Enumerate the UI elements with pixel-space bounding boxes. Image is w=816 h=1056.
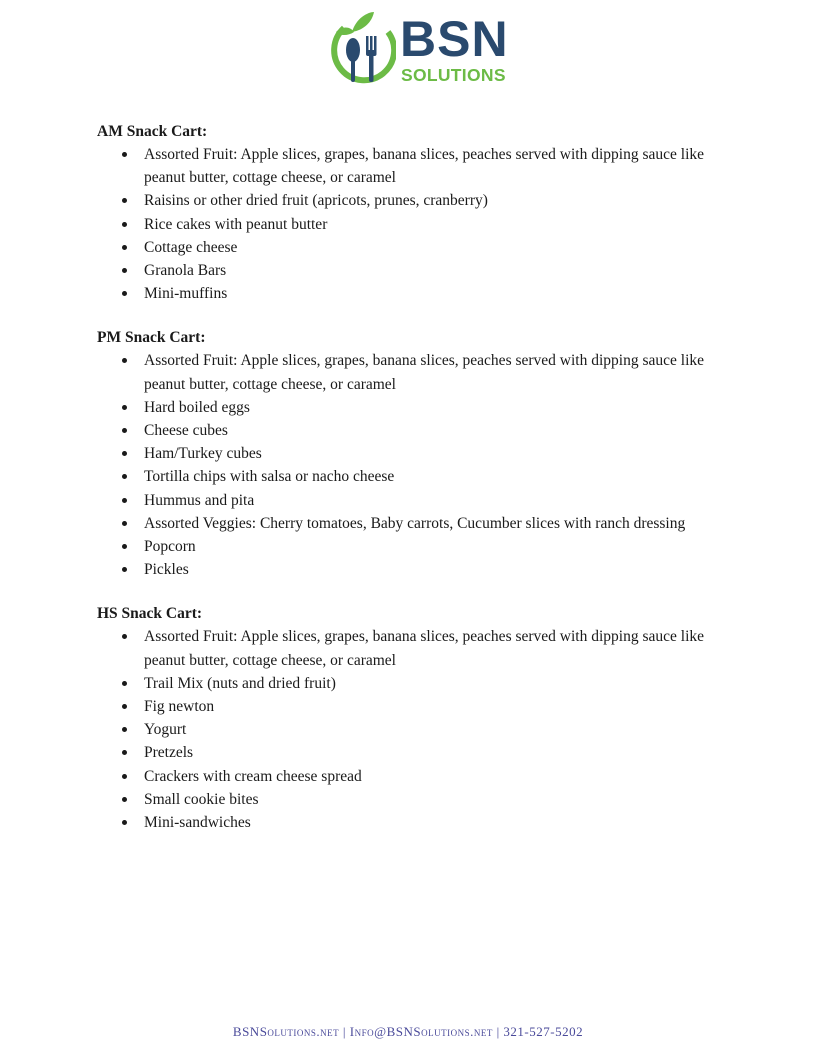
list-item: Granola Bars (144, 259, 737, 282)
list-item: Cheese cubes (144, 419, 737, 442)
am-snack-cart-section (97, 120, 737, 305)
list-item: Mini-muffins (144, 282, 737, 305)
hs-snack-cart-section (97, 602, 737, 834)
spoon-fork-leaf-icon (330, 10, 396, 86)
list-item: Cottage cheese (144, 236, 737, 259)
pm-snack-list (97, 349, 737, 581)
list-item: Assorted Fruit: Apple slices, grapes, banana slices, peaches served with dipping sauce like peanut butter, cottage cheese, or caramel (144, 625, 737, 671)
list-item: Hard boiled eggs (144, 396, 737, 419)
hs-snack-list (97, 625, 737, 834)
pm-snack-cart-section (97, 326, 737, 581)
list-item: Mini-sandwiches (144, 811, 737, 834)
list-item: Hummus and pita (144, 489, 737, 512)
logo-brand: BSN (400, 11, 509, 67)
list-item: Fig newton (144, 695, 737, 718)
section-title: PM Snack Cart: (97, 329, 206, 347)
list-item: Assorted Fruit: Apple slices, grapes, banana slices, peaches served with dipping sauce like peanut butter, cottage cheese, or caramel (144, 349, 737, 395)
bsn-logo (330, 10, 526, 86)
list-item: Small cookie bites (144, 788, 737, 811)
list-item: Assorted Fruit: Apple slices, grapes, banana slices, peaches served with dipping sauce like peanut butter, cottage cheese, or caramel (144, 143, 737, 189)
list-item: Pretzels (144, 741, 737, 764)
list-item: Tortilla chips with salsa or nacho cheese (144, 465, 737, 488)
list-item: Pickles (144, 558, 737, 581)
list-item: Popcorn (144, 535, 737, 558)
section-title: AM Snack Cart: (97, 123, 208, 140)
list-item: Rice cakes with peanut butter (144, 213, 737, 236)
list-item: Crackers with cream cheese spread (144, 765, 737, 788)
am-snack-list (97, 143, 737, 305)
logo-subtitle: SOLUTIONS (401, 65, 506, 85)
section-title: HS Snack Cart: (97, 605, 203, 623)
list-item: Ham/Turkey cubes (144, 442, 737, 465)
document-body (97, 120, 737, 855)
list-item: Yogurt (144, 718, 737, 741)
list-item: Raisins or other dried fruit (apricots, prunes, cranberry) (144, 189, 737, 212)
footer-contact: BSNSolutions.net | Info@BSNSolutions.net | 321-527-5202 (232, 1024, 584, 1039)
list-item: Trail Mix (nuts and dried fruit) (144, 672, 737, 695)
list-item: Assorted Veggies: Cherry tomatoes, Baby carrots, Cucumber slices with ranch dressing (144, 512, 737, 535)
